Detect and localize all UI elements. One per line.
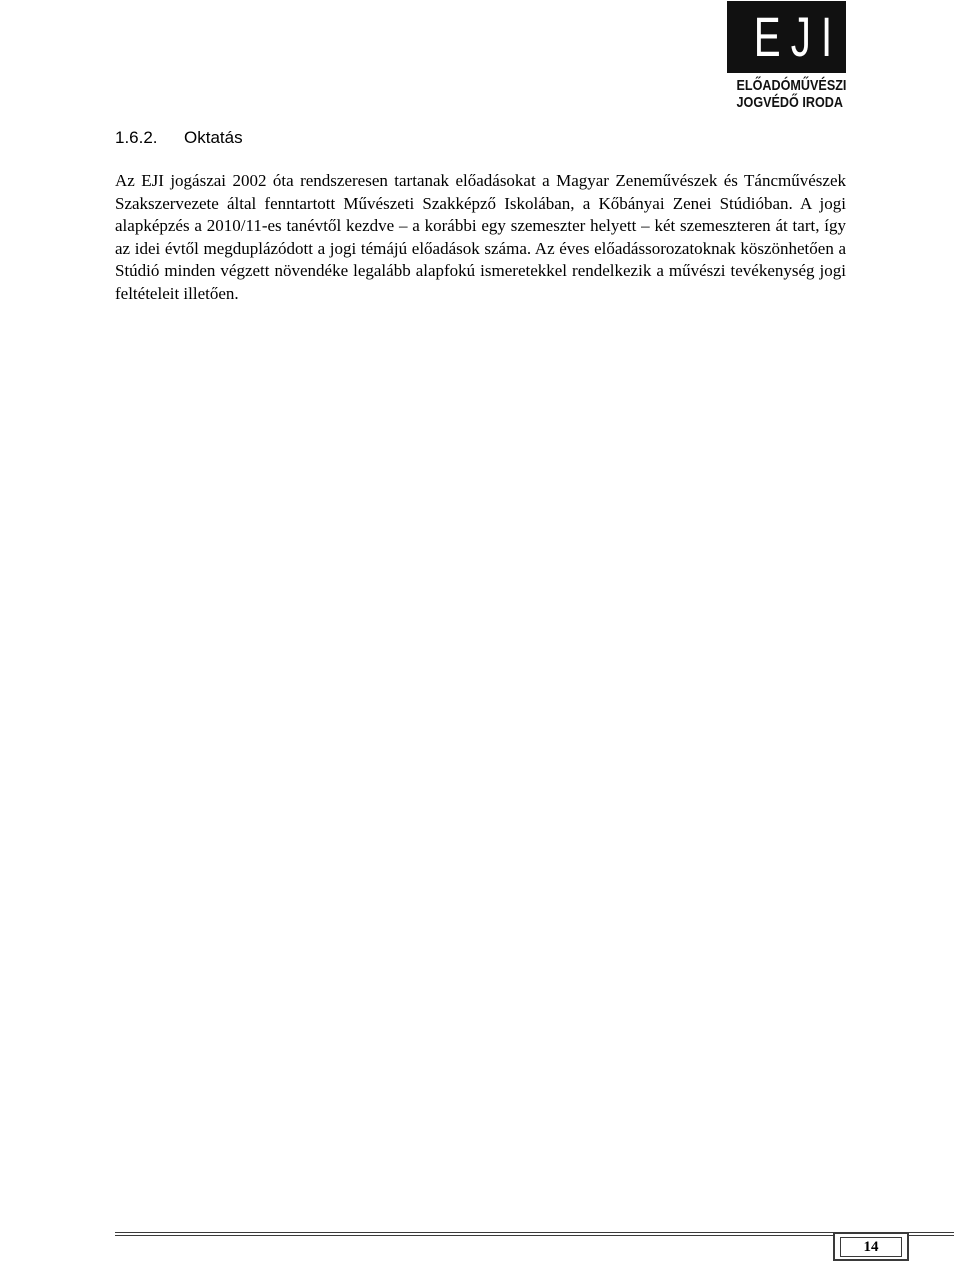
- footer-rule-left: [115, 1232, 833, 1236]
- body-paragraph: Az EJI jogászai 2002 óta rendszeresen tartanak előadásokat a Magyar Zeneművészek és Táncművészek Szakszervezete által fenntartott Művészeti Szakképző Iskolában, a Kőbányai Zenei Stúdióban. A jogi alapképzés a 2010/11-es tanévtől kezdve – a korábbi egy szemeszter helyett – két szemeszteren át tart, így az idei évtől megduplázódott a jogi témájú előadások száma. Az éves előadássorozatoknak köszönhetően a Stúdió minden végzett növendéke legalább alapfokú ismeretekkel rendelkezik a művészi tevékenység jogi feltételeit illetően.: [115, 171, 846, 303]
- page-number-box: [833, 1232, 909, 1261]
- logo-line-2: JOGVÉDŐ IRODA: [736, 94, 843, 111]
- section-number: 1.6.2.: [115, 128, 158, 147]
- page-number: 14: [840, 1237, 902, 1257]
- eji-logo: [727, 1, 846, 119]
- section-heading: [115, 127, 243, 149]
- footer-rule-right: [909, 1232, 954, 1236]
- logo-line-1: ELŐADÓMŰVÉSZI: [736, 77, 847, 94]
- section-title: Oktatás: [184, 128, 243, 147]
- logo-letters: EJI: [753, 5, 843, 68]
- logo-box: [727, 1, 846, 73]
